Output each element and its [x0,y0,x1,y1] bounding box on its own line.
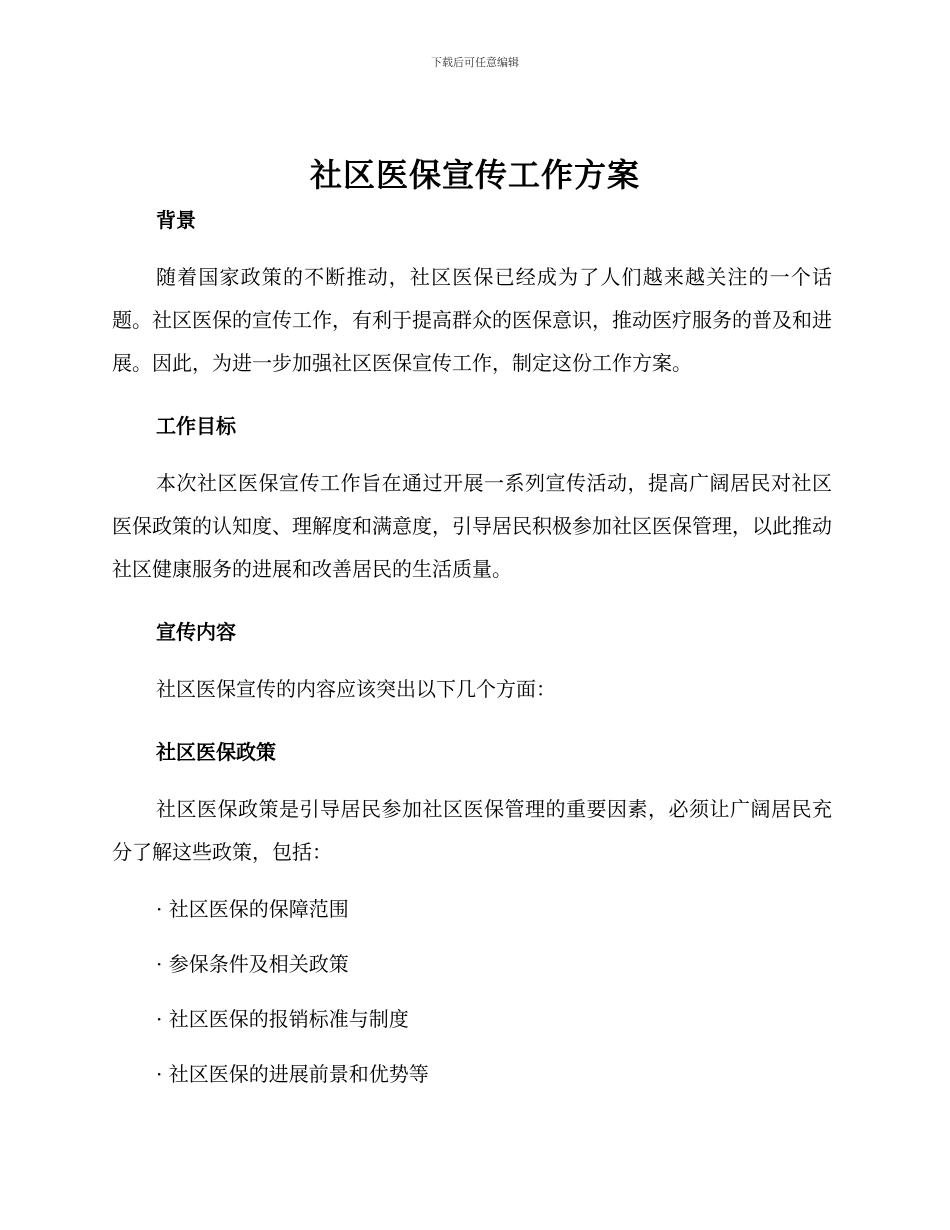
list-item: · 社区医保的报销标准与制度 [156,1007,409,1031]
paragraph-background: 随着国家政策的不断推动，社区医保已经成为了人们越来越关注的一个话题。社区医保的宣传工作，有利于提高群众的医保意识，推动医疗服务的普及和进展。因此，为进一步加强社区医保宣传工作，制定这份工作方案。 [112,265,832,375]
list-item: · 参保条件及相关政策 [156,952,349,976]
list-item: · 社区医保的保障范围 [156,897,349,921]
paragraph-content: 社区医保宣传的内容应该突出以下几个方面： [156,677,556,701]
document-title: 社区医保宣传工作方案 [309,156,640,194]
section-heading-goal: 工作目标 [156,414,236,438]
document-body [112,203,832,1089]
list-item: · 社区医保的进展前景和优势等 [156,1062,429,1086]
paragraph-goal: 本次社区医保宣传工作旨在通过开展一系列宣传活动，提高广阔居民对社区医保政策的认知度、理解度和满意度，引导居民积极参加社区医保管理，以此推动社区健康服务的进展和改善居民的生活质量。 [112,471,832,581]
header-note: 下载后可任意编辑 [431,56,519,69]
section-heading-background: 背景 [156,208,196,232]
paragraph-policy: 社区医保政策是引导居民参加社区医保管理的重要因素，必须让广阔居民充分了解这些政策，包括： [112,797,832,864]
section-heading-content: 宣传内容 [156,620,236,644]
section-heading-policy: 社区医保政策 [156,740,276,764]
